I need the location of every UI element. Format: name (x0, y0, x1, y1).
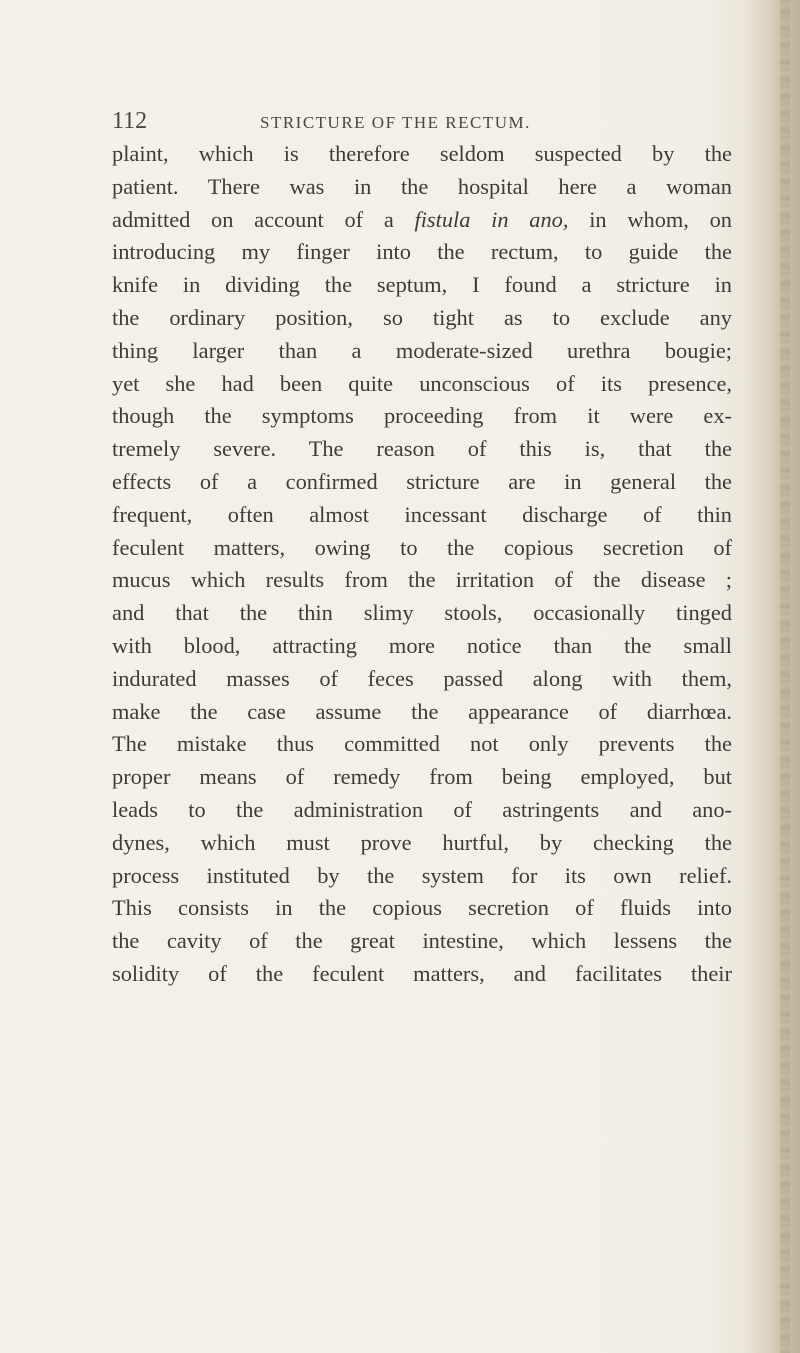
text-line: feculent matters, owing to the copious secretion of (112, 534, 732, 560)
text-line (112, 204, 732, 237)
text-line: tremely severe. The reason of this is, that the (112, 436, 732, 462)
text-line: solidity of the feculent matters, and facilitates their (112, 960, 732, 986)
text-line: The mistake thus committed not only prevents the (112, 731, 732, 757)
page-header (112, 108, 732, 138)
text-line: indurated masses of feces passed along with them, (112, 665, 732, 691)
text-line: dynes, which must prove hurtful, by checking the (112, 829, 732, 855)
text-line: plaint, which is therefore seldom suspected by the (112, 141, 732, 166)
text-line: knife in dividing the septum, I found a stricture in (112, 272, 732, 298)
page-number: 112 (112, 108, 148, 134)
body-text (112, 138, 732, 991)
text-line: though the symptoms proceeding from it were ex- (112, 403, 732, 429)
text-line: the cavity of the great intestine, which lessens the (112, 928, 732, 954)
text-line: effects of a confirmed stricture are in general the (112, 468, 732, 494)
text-line: thing larger than a moderate-sized urethra bougie; (112, 337, 732, 363)
text-line: leads to the administration of astringents and ano- (112, 796, 732, 822)
text-line: patient. There was in the hospital here a woman (112, 173, 732, 199)
text-segment: admitted on account of a (112, 206, 394, 232)
text-line: make the case assume the appearance of diarrhœa. (112, 698, 732, 724)
text-line: frequent, often almost incessant discharge of thin (112, 501, 732, 527)
italic-term: fistula in ano, (414, 206, 569, 232)
text-line: and that the thin slimy stools, occasionally tinged (112, 600, 732, 626)
text-segment: in whom, on (589, 206, 732, 232)
text-line: yet she had been quite unconscious of its presence, (112, 370, 732, 396)
running-title: STRICTURE OF THE RECTUM. (260, 113, 531, 132)
text-line: mucus which results from the irritation of the disease ; (112, 567, 732, 593)
text-line: This consists in the copious secretion of fluids into (112, 895, 732, 921)
text-line: the ordinary position, so tight as to exclude any (112, 304, 732, 330)
text-line: introducing my finger into the rectum, to guide the (112, 239, 732, 265)
page-binding-edge (748, 0, 800, 1353)
text-line: process instituted by the system for its own relief. (112, 862, 732, 888)
text-line: proper means of remedy from being employed, but (112, 764, 732, 790)
text-line: with blood, attracting more notice than the small (112, 632, 732, 658)
